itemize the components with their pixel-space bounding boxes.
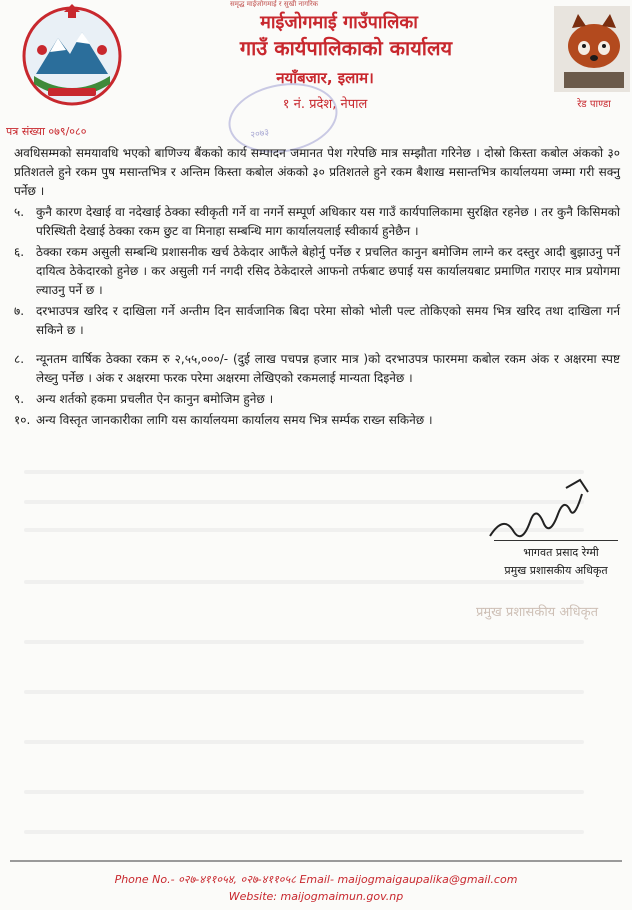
bleed-through-line: [24, 690, 584, 694]
signature-line: [494, 540, 618, 541]
paragraph-8: [14, 350, 620, 388]
letterhead-tagline: समृद्ध माईजोगमाई र सुखी नागरिक: [230, 0, 319, 8]
office-title: गाउँ कार्यपालिकाको कार्यालय: [239, 36, 453, 60]
paragraph-text: कुनै कारण देखाई वा नदेखाई ठेक्का स्वीकृती गर्ने वा नगर्ने सम्पूर्ण अधिकार यस गाउँ कार्यपालिकामा सुरक्षित रहनेछ । तर कुनै किसिमको परिस्थिती देखाई ठेक्का रकम छुट वा मिनाहा सम्बन्धि माग कार्यालयलाई स्वीकार्य हुनेछैन ।: [36, 205, 620, 238]
letter-body: [14, 144, 620, 432]
paragraph-text: अन्य विस्तृत जानकारीका लागि यस कार्यालयमा कार्यालय समय भित्र सर्म्पक राख्न सकिनेछ ।: [36, 413, 433, 427]
paragraph-text: न्यूनतम वार्षिक ठेक्का रकम रु २,५५,०००/- (दुई लाख पचपन्न हजार मात्र )को दरभाउपत्र फारममा कबोल रकम अंक र अक्षरमा स्पष्ट लेख्नु पर्नेछ । अंक र अक्षरमा फरक परेमा अक्षरमा लेखिएको रकमलाई मान्यता दिइनेछ ।: [36, 352, 620, 385]
paragraph-number: ७.: [14, 304, 25, 318]
handwritten-signature-icon: [470, 474, 600, 554]
bleed-through-line: [24, 740, 584, 744]
letterhead: [0, 0, 632, 140]
signatory-name: भागवत प्रसाद रेग्मी: [523, 546, 599, 559]
paragraph-text: अवधिसम्मको समयावधि भएको बाणिज्य बैंकको कार्य सम्पादन जमानत पेश गरेपछि मात्र सम्झौता गरिनेछ । दोस्रो किस्ता कबोल अंकको ३० प्रतिशतले हुने रकम पुष मसान्तभित्र र अन्तिम किस्ता कबोल अंकको ३० प्रतिशतले हुने रकम बैशाख मसान्तभित्र कार्यालयमा जम्मा गरी सक्नु पर्नेछ ।: [14, 146, 620, 198]
office-province: १ नं. प्रदेश, नेपाल: [282, 97, 368, 112]
red-panda-icon: [554, 6, 630, 92]
bleed-through-line: [24, 830, 584, 834]
paragraph-5: [14, 203, 620, 241]
bleed-through-line: [24, 640, 584, 644]
paragraph-9: [14, 390, 620, 409]
office-location: नयाँबजार, इलाम।: [276, 69, 374, 87]
paragraph-text: ठेक्का रकम असुली सम्बन्धि प्रशासनीक खर्च ठेकेदार आफैंले बेहोर्नु पर्नेछ र प्रचलित कानुन बमोजिम लाग्ने कर दस्तुर आदी बुझाउनु पर्ने दायित्व ठेकेदारको हुनेछ । कर असुली गर्न नगदी रसिद ठेकेदारले आफनो तर्फबाट छपाई यस कार्यालयबाट प्रमाणित गराएर मात्र प्रयोगमा ल्याउनु पर्ने छ ।: [36, 245, 620, 297]
nepal-emblem-icon: [20, 4, 124, 108]
paragraph-number: ५.: [14, 205, 25, 219]
red-panda-label: रेड पाण्डा: [577, 99, 611, 110]
paragraph-7: [14, 302, 620, 340]
paragraph-continuation: [14, 144, 620, 201]
office-name: माईजोगमाई गाउँपालिका: [260, 12, 418, 33]
paragraph-number: ८.: [14, 352, 25, 366]
paragraph-number: १०.: [14, 413, 31, 427]
footer-contact: Phone No.- ०२७-४११०५४, ०२७-४११०५८ Email- maijogmaigaupalika@gmail.com: [114, 873, 518, 886]
bleed-through-line: [24, 580, 584, 584]
paragraph-number: ६.: [14, 245, 25, 259]
paragraph-10: [14, 411, 620, 430]
bleed-through-title: प्रमुख प्रशासकीय अधिकृत: [476, 605, 599, 620]
reference-number: पत्र संख्या ०७९/०८०: [6, 125, 87, 138]
bleed-through-line: [24, 790, 584, 794]
stamp-year: २०७३: [249, 127, 270, 141]
paragraph-text: अन्य शर्तको हकमा प्रचलीत ऐन कानुन बमोजिम हुनेछ ।: [36, 392, 274, 406]
footer-divider: [10, 860, 622, 862]
footer-website: Website: maijogmaimun.gov.np: [228, 890, 404, 903]
paragraph-number: ९.: [14, 392, 25, 406]
paragraph-6: [14, 243, 620, 300]
paragraph-text: दरभाउपत्र खरिद र दाखिला गर्ने अन्तीम दिन सार्वजानिक बिदा परेमा सोको भोली पल्ट तोकिएको समय भित्र खरिद तथा दाखिला गर्न सकिने छ ।: [36, 304, 620, 337]
signatory-title: प्रमुख प्रशासकीय अधिकृत: [504, 564, 608, 577]
